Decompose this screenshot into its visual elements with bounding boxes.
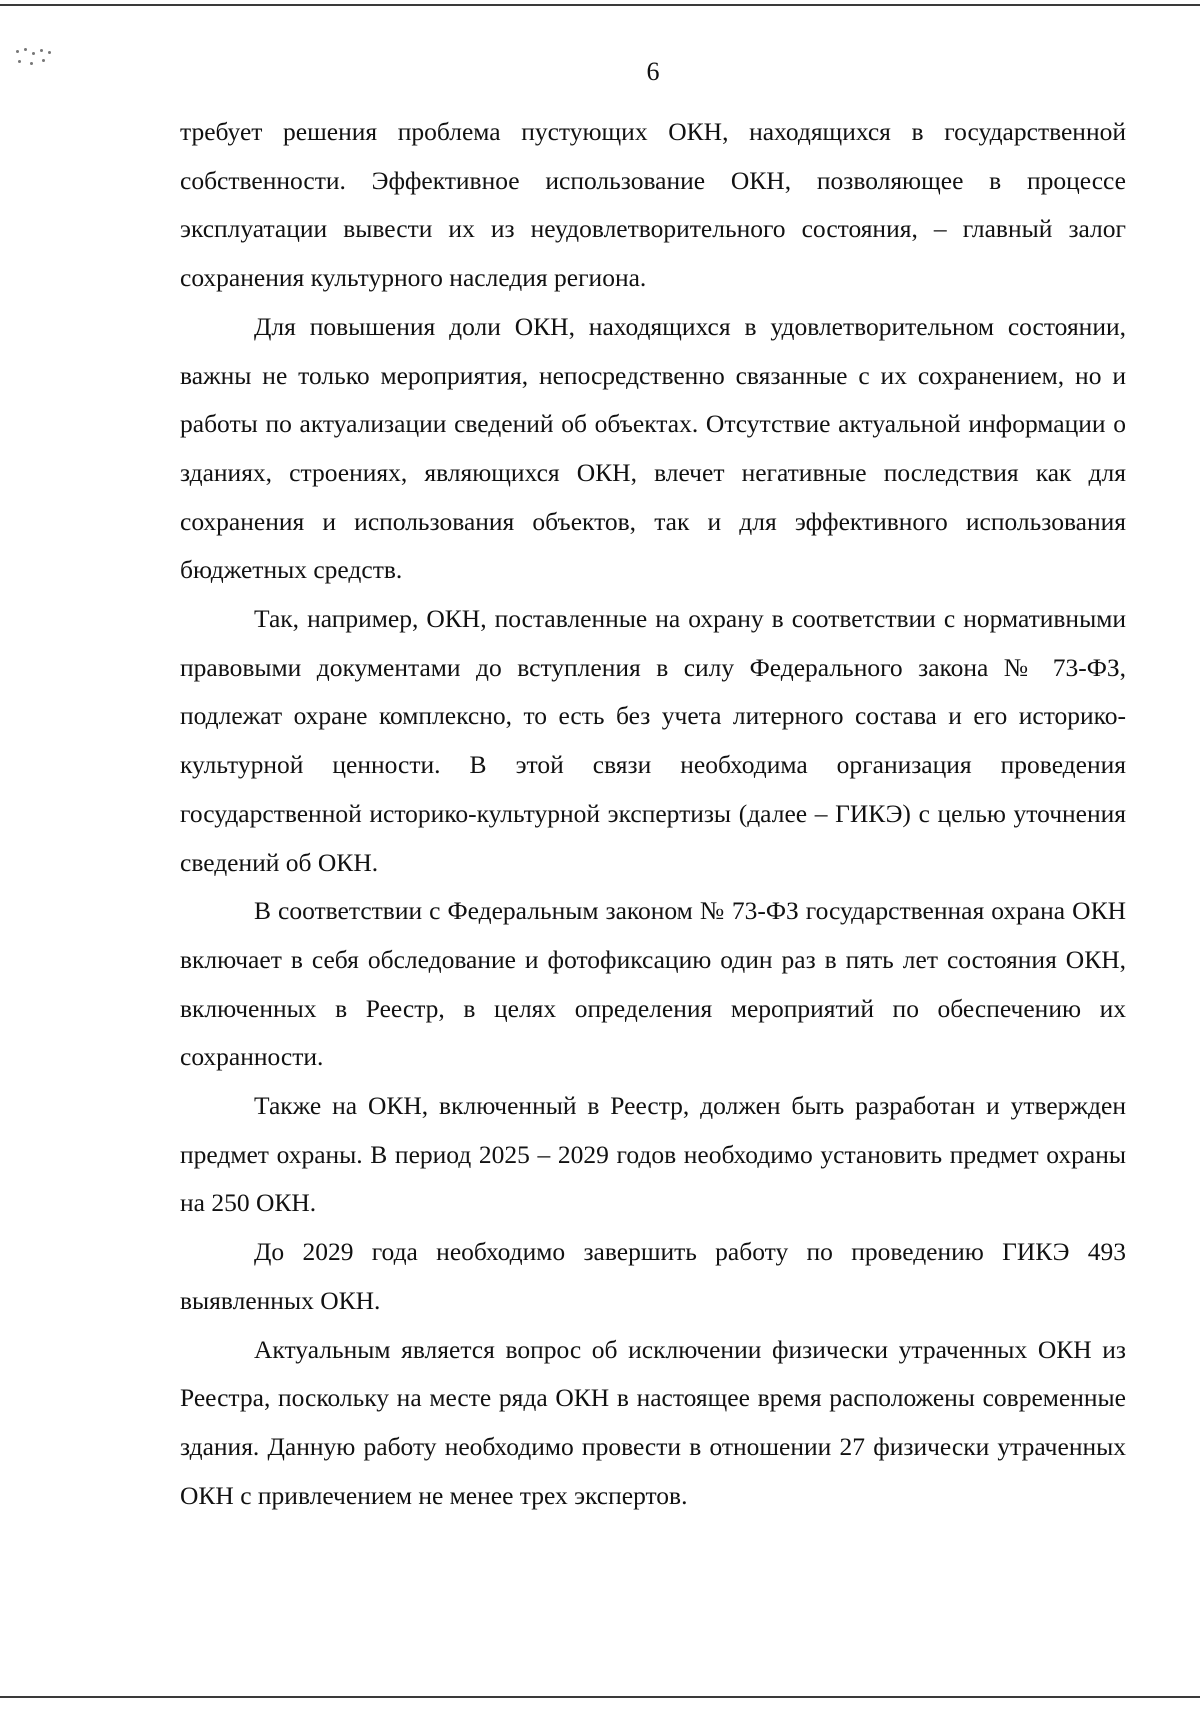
page-number: 6 <box>646 57 660 86</box>
scan-edge-top <box>0 4 1200 6</box>
paragraph-6: До 2029 года необходимо завершить работу по проведению ГИКЭ 493 выявленных ОКН. <box>180 1237 1126 1315</box>
paragraph-3: Так, например, ОКН, поставленные на охрану в соответствии с нормативными правовыми документами до вступления в силу Федерального закона № 73-ФЗ, подлежат охране комплексно, то есть без учета литерного состава и его историко-культурной ценности. В этой связи необходима организация проведения государственной историко-культурной экспертизы (далее – ГИКЭ) с целью уточнения сведений об ОКН. <box>180 604 1126 877</box>
paragraph-4: В соответствии с Федеральным законом № 73-ФЗ государственная охрана ОКН включает в себя обследование и фотофиксацию один раз в пять лет состояния ОКН, включенных в Реестр, в целях определения мероприятий по обеспечению их сохранности. <box>180 896 1126 1072</box>
document-body <box>180 108 1126 1520</box>
scan-edge-bottom <box>0 1696 1200 1698</box>
paragraph-5: Также на ОКН, включенный в Реестр, должен быть разработан и утвержден предмет охраны. В период 2025 – 2029 годов необходимо установить предмет охраны на 250 ОКН. <box>180 1091 1126 1218</box>
paragraph-2: Для повышения доли ОКН, находящихся в удовлетворительном состоянии, важны не только мероприятия, непосредственно связанные с их сохранением, но и работы по актуализации сведений об объектах. Отсутствие актуальной информации о зданиях, строениях, являющихся ОКН, влечет негативные последствия как для сохранения и использования объектов, так и для эффективного использования бюджетных средств. <box>180 311 1126 585</box>
paragraph-7: Актуальным является вопрос об исключении физически утраченных ОКН из Реестра, поскольку на месте ряда ОКН в настоящее время расположены современные здания. Данную работу необходимо провести в отношении 27 физически утраченных ОКН с привлечением не менее трех экспертов. <box>180 1334 1126 1510</box>
paragraph-1: требует решения проблема пустующих ОКН, находящихся в государственной собственности. Эффективное использование ОКН, позволяющее в процессе эксплуатации вывести их из неудовлетворительного состояния, – главный залог сохранения культурного наследия региона. <box>180 117 1126 293</box>
